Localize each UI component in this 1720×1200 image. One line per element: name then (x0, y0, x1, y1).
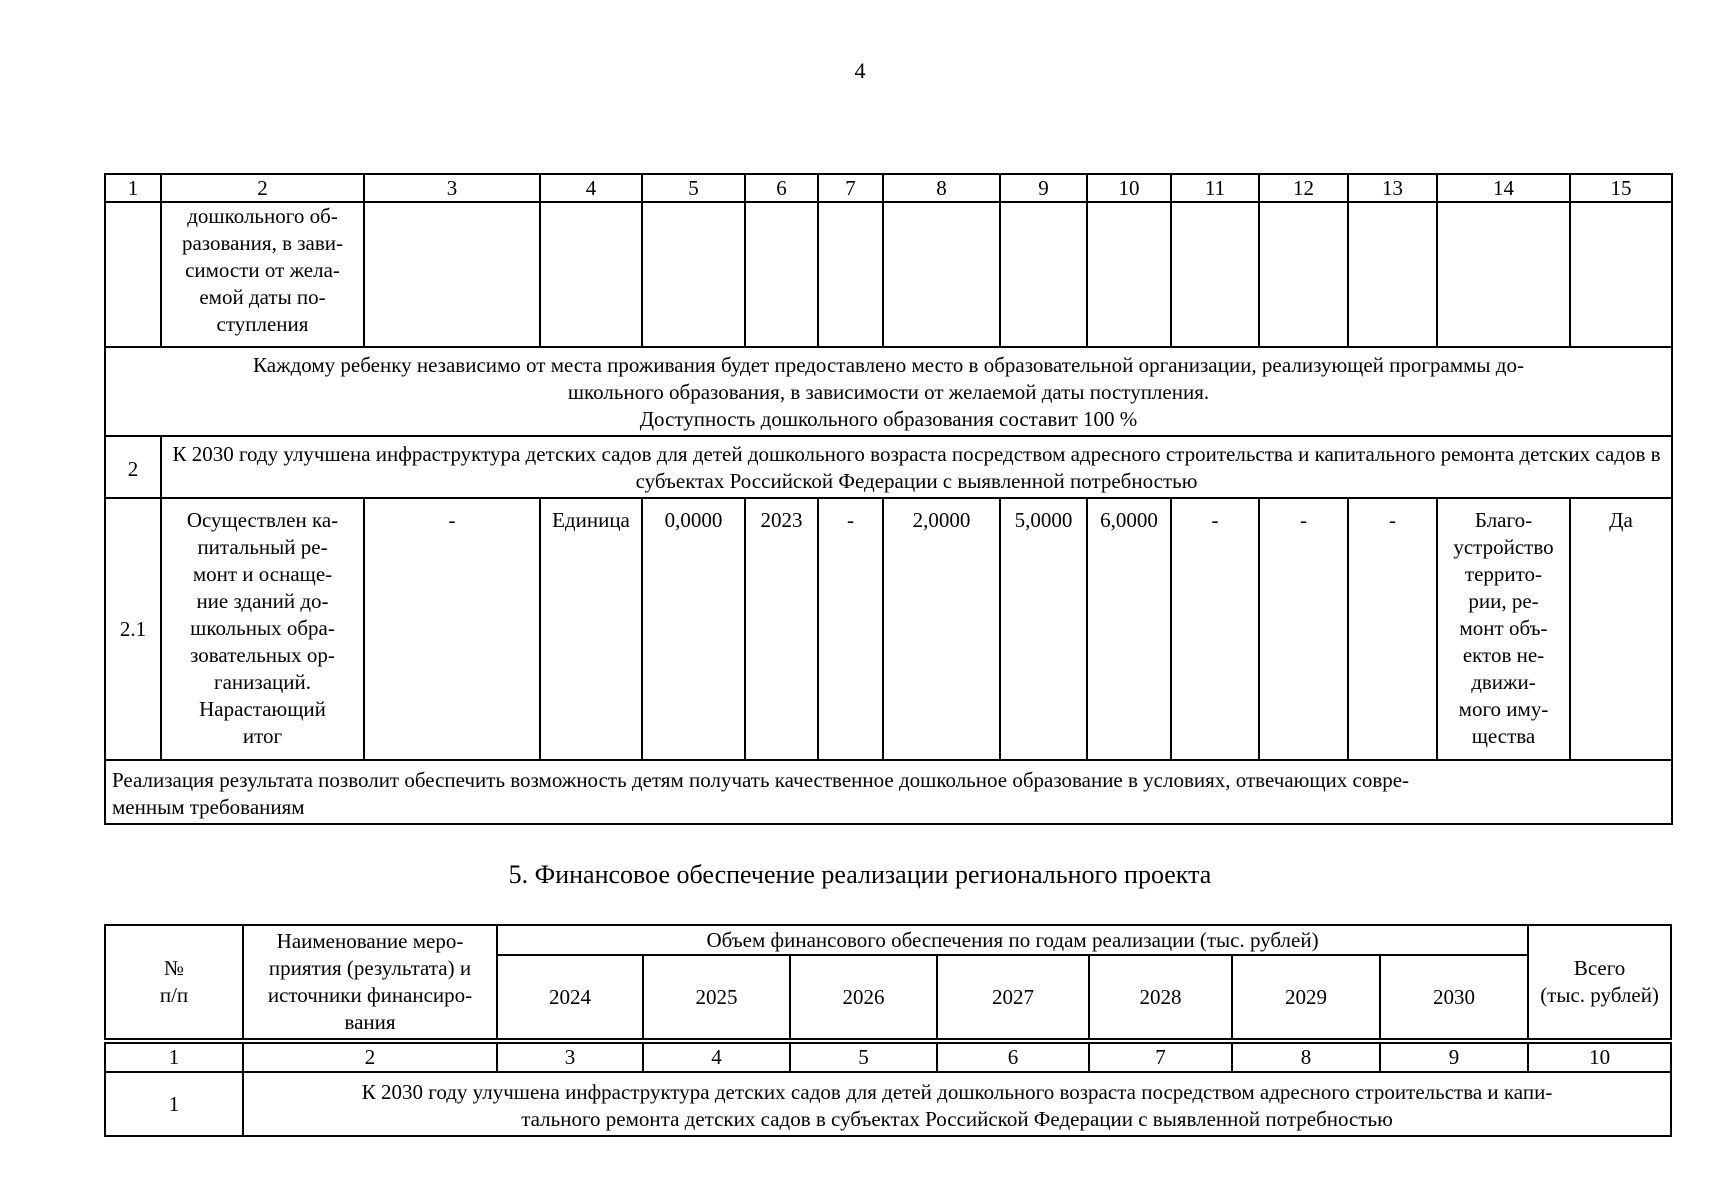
indicator-name: Осуществлен ка- питальный ре- монт и оснаще- ние зданий до- школьных обра- зовательных ор- ганизаций. Нарастающий итог (161, 498, 364, 760)
header-year: 2030 (1380, 955, 1528, 1039)
header-year: 2024 (497, 955, 643, 1039)
column-number: 4 (643, 1043, 790, 1072)
column-number: 5 (642, 174, 745, 202)
header-volume: Объем финансового обеспечения по годам реализации (тыс. рублей) (497, 925, 1528, 955)
column-number-row (105, 1043, 1671, 1072)
column-number: 9 (1000, 174, 1087, 202)
header-year: 2025 (643, 955, 790, 1039)
table-cell: - (364, 498, 540, 760)
table-row (105, 1072, 1671, 1136)
table-cell: Благо- устройство террито- рии, ре- монт объ- ектов не- движи- мого иму- щества (1437, 498, 1570, 760)
table-cell: 0,0000 (642, 498, 745, 760)
column-number: 8 (883, 174, 1000, 202)
column-number: 4 (540, 174, 642, 202)
table-row (105, 436, 1672, 498)
column-number: 10 (1528, 1043, 1671, 1072)
result-note-line: Каждому ребенку независимо от места проживания будет предоставлено место в образовательной организации, реализующей программы до- (253, 353, 1524, 377)
header-number: № п/п (105, 925, 243, 1039)
row-number: 2.1 (105, 498, 161, 760)
financing-table (104, 924, 1672, 1137)
result-effect-note: Реализация результата позволит обеспечить возможность детям получать качественное дошкольное образование в условиях, отвечающих совре- менным требованиям (105, 760, 1672, 824)
column-number: 1 (105, 174, 161, 202)
header-name: Наименование меро- приятия (результата) и источники финансиро- вания (243, 925, 497, 1039)
table-cell: 2,0000 (883, 498, 1000, 760)
column-number: 6 (937, 1043, 1089, 1072)
table-cell: 5,0000 (1000, 498, 1087, 760)
table-cell: - (1259, 498, 1348, 760)
column-number: 3 (497, 1043, 643, 1072)
table-cell: 2023 (745, 498, 818, 760)
section-title: 5. Финансовое обеспечение реализации регионального проекта (508, 860, 1212, 889)
column-number: 6 (745, 174, 818, 202)
column-number: 3 (364, 174, 540, 202)
column-number-row (105, 174, 1672, 202)
table-cell: - (1348, 498, 1437, 760)
task-text: К 2030 году улучшена инфраструктура детских садов для детей дошкольного возраста посредством адресного строительства и капитального ремонта детских садов в субъектах Российской Федерации с выявленной потребностью (161, 436, 1672, 498)
column-number: 11 (1171, 174, 1259, 202)
task-number: 2 (105, 436, 161, 498)
table-row (105, 498, 1672, 760)
table-row (105, 760, 1672, 824)
column-number: 13 (1348, 174, 1437, 202)
column-number: 12 (1259, 174, 1348, 202)
column-number: 5 (790, 1043, 937, 1072)
column-number: 15 (1570, 174, 1672, 202)
row-number: 1 (105, 1072, 243, 1136)
table-header-row (105, 925, 1671, 955)
header-year: 2026 (790, 955, 937, 1039)
column-number: 2 (243, 1043, 497, 1072)
table-cell: 6,0000 (1087, 498, 1171, 760)
unit-cell: Единица (540, 498, 642, 760)
task-text: К 2030 году улучшена инфраструктура детских садов для детей дошкольного возраста посредством адресного строительства и капи- тального ремонта детских садов в субъектах Российской Федерации с выявленной потребностью (243, 1072, 1671, 1136)
table-row (105, 202, 1672, 347)
table-row (105, 347, 1672, 436)
header-year: 2027 (937, 955, 1089, 1039)
indicators-table (104, 173, 1673, 825)
column-number: 1 (105, 1043, 243, 1072)
column-number: 14 (1437, 174, 1570, 202)
header-year: 2029 (1232, 955, 1380, 1039)
table-cell: - (818, 498, 883, 760)
page-number: 4 (854, 58, 866, 83)
table-cell: - (1171, 498, 1259, 760)
column-number: 8 (1232, 1043, 1380, 1072)
result-note-line: школьного образования, в зависимости от желаемой даты поступления. (567, 380, 1210, 404)
result-note-line: Доступность дошкольного образования составит 100 % (639, 407, 1138, 431)
header-total: Всего (тыс. рублей) (1528, 925, 1671, 1039)
header-year: 2028 (1089, 955, 1232, 1039)
column-number: 7 (1089, 1043, 1232, 1072)
result-note (105, 347, 1672, 436)
column-number: 7 (818, 174, 883, 202)
column-number: 2 (161, 174, 364, 202)
table-cell: Да (1570, 498, 1672, 760)
column-number: 10 (1087, 174, 1171, 202)
indicator-name-continuation: дошкольного об- разования, в зави- симости от жела- емой даты по- ступления (161, 202, 364, 347)
column-number: 9 (1380, 1043, 1528, 1072)
